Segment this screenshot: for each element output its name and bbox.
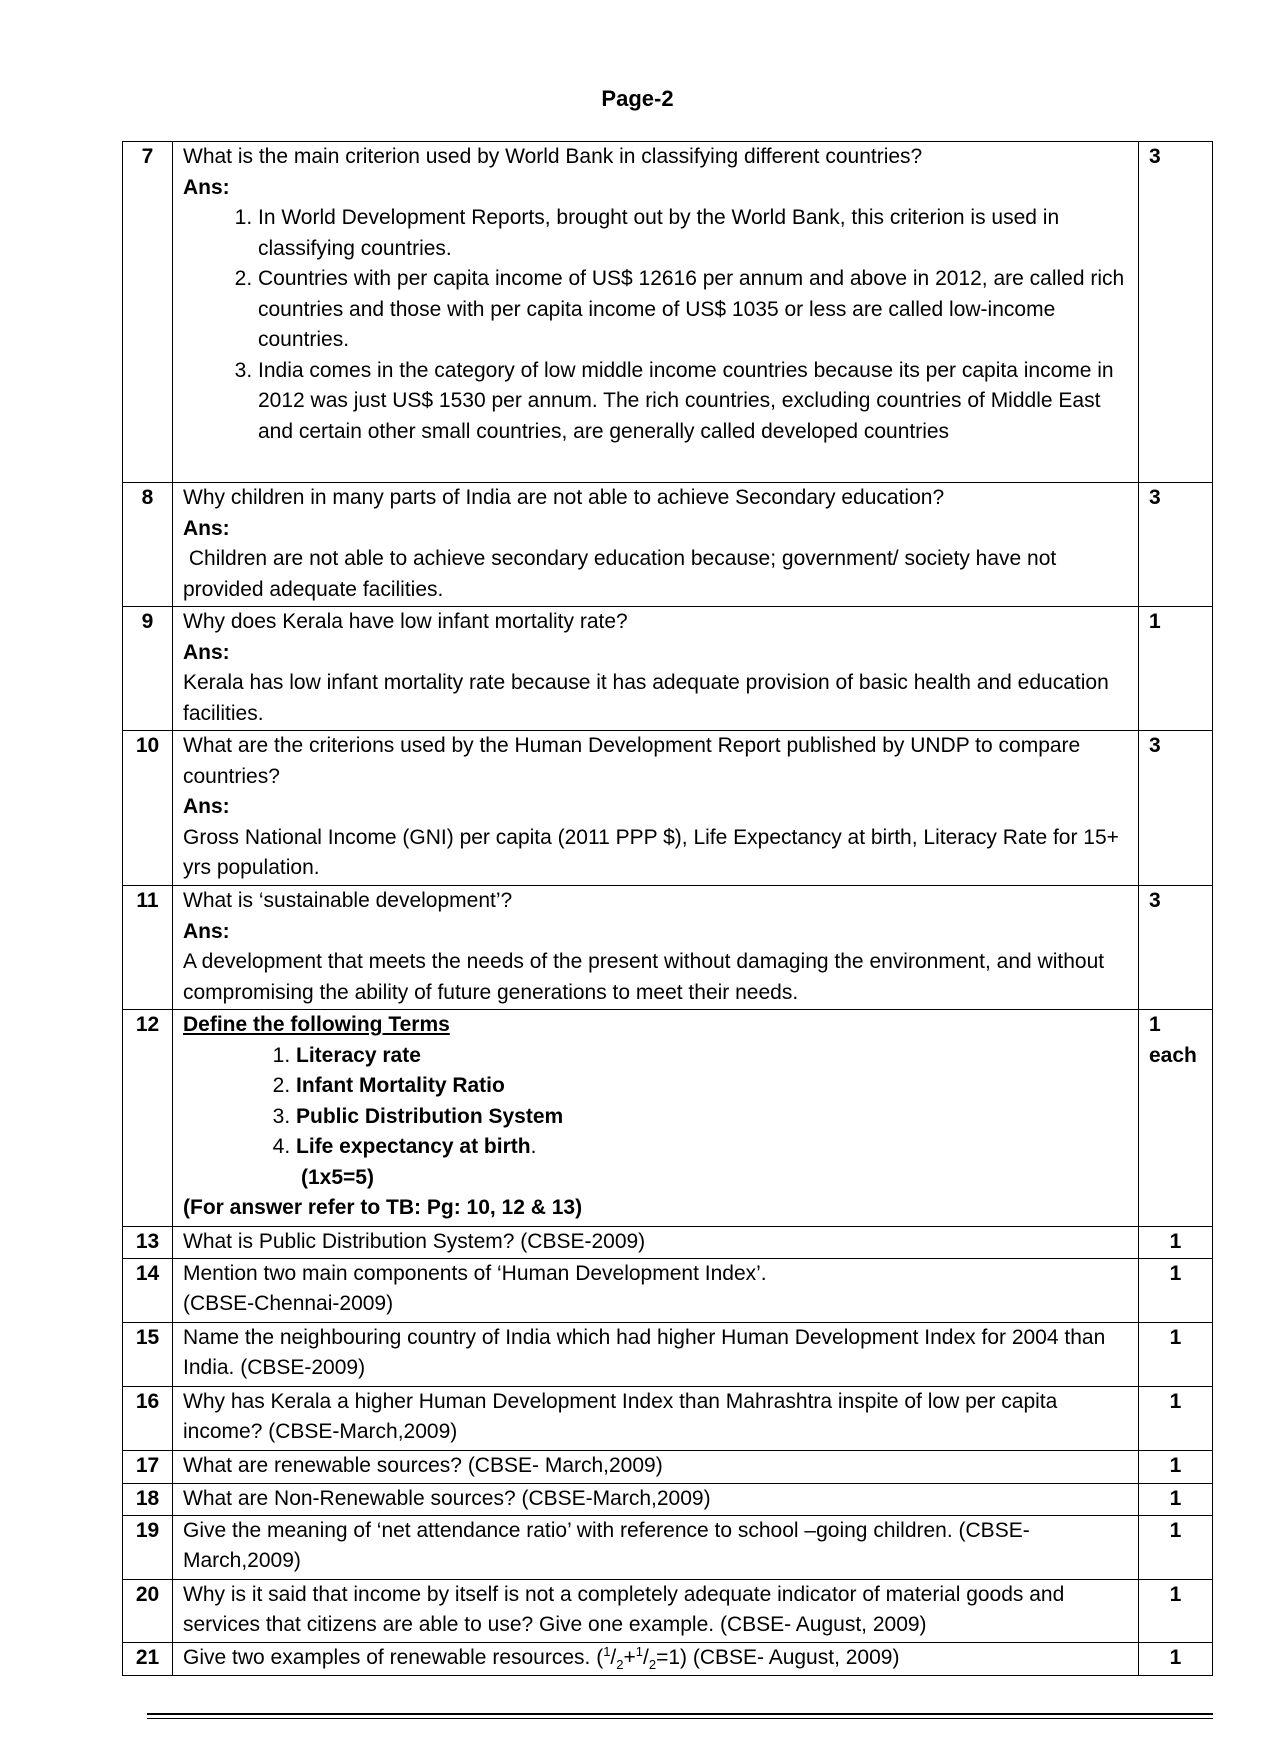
question-cell: [173, 1010, 1139, 1227]
marks-cell: 1: [1139, 1258, 1213, 1322]
question-number: 9: [123, 607, 173, 731]
question-number: 14: [123, 1258, 173, 1322]
question-text: Define the following Terms: [183, 1013, 450, 1036]
table-row: [123, 1386, 1213, 1450]
question-text: What are the criterions used by the Human Development Report published by UNDP to compare countries?: [183, 734, 1081, 788]
question-text: Give the meaning of ‘net attendance ratio’ with reference to school –going children. (CBSE-March,2009): [173, 1515, 1139, 1579]
table-row: [123, 142, 1213, 483]
question-number: 10: [123, 731, 173, 886]
fraction-numerator: 1: [603, 1643, 611, 1659]
answer-label: Ans:: [183, 795, 230, 818]
answer-label: Ans:: [183, 175, 230, 199]
table-row: [123, 1642, 1213, 1675]
question-text: Why does Kerala have low infant mortality rate?: [183, 610, 628, 633]
page-title: Page-2: [601, 86, 674, 111]
question-number: 15: [123, 1322, 173, 1386]
marks-cell: 1: [1139, 607, 1213, 731]
answer-label: Ans:: [183, 640, 230, 664]
table-row: [123, 1483, 1213, 1515]
answer-point: 2. Countries with per capita income of US$ 12616 per annum and above in 2012, are called rich countries and those with per capita income of US$ 1035 or less are called low-income countries.: [258, 264, 1128, 356]
question-number: 20: [123, 1579, 173, 1642]
term-item: [296, 1071, 1128, 1102]
marks-cell: 1: [1139, 1483, 1213, 1515]
term-text: Infant Mortality Ratio: [296, 1074, 505, 1097]
question-text: What is the main criterion used by World Bank in classifying different countries?: [183, 145, 923, 168]
reference-note: (For answer refer to TB: Pg: 10, 12 & 13): [183, 1196, 583, 1219]
question-number: 7: [123, 142, 173, 483]
fraction-slash: /: [643, 1645, 649, 1669]
question-number: 8: [123, 483, 173, 607]
question-text: Why has Kerala a higher Human Development Index than Mahrashtra inspite of low per capita income? (CBSE-March,2009): [173, 1386, 1139, 1450]
marks-unit: each: [1149, 1043, 1197, 1067]
question-number: 16: [123, 1386, 173, 1450]
fraction-plus: +: [623, 1645, 636, 1669]
term-text: Public Distribution System: [296, 1104, 564, 1128]
question-text: Why is it said that income by itself is not a completely adequate indicator of material goods and services that citizens are able to use? Give one example. (CBSE- August, 2009): [173, 1579, 1139, 1642]
table-row: [123, 1579, 1213, 1642]
question-cell: [173, 1642, 1139, 1675]
question-text: Name the neighbouring country of India which had higher Human Development Index for 2004 than India. (CBSE-2009): [173, 1322, 1139, 1386]
answer-text: Kerala has low infant mortality rate because it has adequate provision of basic health and education facilities.: [183, 671, 1109, 725]
marks-cell: 3: [1139, 886, 1213, 1010]
term-suffix: .: [530, 1135, 537, 1158]
footer-double-rule: [147, 1713, 1213, 1719]
question-number: 17: [123, 1450, 173, 1483]
marks-cell: 1: [1139, 1386, 1213, 1450]
marks-scheme: (1x5=5): [301, 1165, 374, 1189]
answer-point: 1. In World Development Reports, brought out by the World Bank, this criterion is used in classifying countries.: [258, 203, 1128, 264]
terms-list: [183, 1041, 1128, 1163]
marks-value: 1: [1149, 1013, 1161, 1036]
fraction-denominator: 2: [648, 1656, 657, 1672]
question-cell: [173, 483, 1139, 607]
marks-cell: 1: [1139, 1450, 1213, 1483]
question-text: What is ‘sustainable development’?: [183, 889, 513, 912]
answer-label: Ans:: [183, 919, 230, 943]
question-number: 11: [123, 886, 173, 1010]
question-text: Mention two main components of ‘Human Development Index’.: [183, 1261, 767, 1285]
question-number: 12: [123, 1010, 173, 1227]
question-text-end: =1) (CBSE- August, 2009): [656, 1645, 900, 1669]
table-row: [123, 1515, 1213, 1579]
answer-list: [183, 203, 1128, 447]
question-text: What are Non-Renewable sources? (CBSE-March,2009): [173, 1483, 1139, 1515]
term-item: [296, 1102, 1128, 1133]
marks-cell: 3: [1139, 483, 1213, 607]
marks-cell: 1: [1139, 1322, 1213, 1386]
table-row: [123, 731, 1213, 886]
table-row: [123, 1010, 1213, 1227]
table-row: [123, 1322, 1213, 1386]
question-cell: [173, 1258, 1139, 1322]
marks-cell: 1: [1139, 1579, 1213, 1642]
table-row: [123, 1227, 1213, 1259]
question-number: 19: [123, 1515, 173, 1579]
term-text: Literacy rate: [296, 1043, 421, 1067]
marks-cell: 1: [1139, 1515, 1213, 1579]
answer-text: Gross National Income (GNI) per capita (2011 PPP $), Life Expectancy at birth, Literacy Rate for 15+ yrs population.: [183, 825, 1119, 879]
question-number: 18: [123, 1483, 173, 1515]
question-table: [122, 141, 1213, 1676]
marks-cell: 3: [1139, 731, 1213, 886]
marks-cell: [1139, 1010, 1213, 1227]
term-item: [296, 1041, 1128, 1072]
question-text: What are renewable sources? (CBSE- March,2009): [173, 1450, 1139, 1483]
question-number: 13: [123, 1227, 173, 1259]
question-text: Why children in many parts of India are not able to achieve Secondary education?: [183, 486, 945, 509]
question-cell: [173, 607, 1139, 731]
question-text: Give two examples of renewable resources. (: [183, 1645, 604, 1669]
table-row: [123, 1258, 1213, 1322]
question-source: (CBSE-Chennai-2009): [183, 1292, 394, 1315]
table-row: [123, 607, 1213, 731]
fraction-numerator: 1: [635, 1643, 643, 1659]
question-text: What is Public Distribution System? (CBSE-2009): [173, 1227, 1139, 1259]
fraction-denominator: 2: [616, 1656, 624, 1672]
term-item: [296, 1132, 1128, 1163]
answer-text: A development that meets the needs of the present without damaging the environment, and without compromising the ability of future generations to meet their needs.: [183, 950, 1105, 1004]
answer-point: 3. India comes in the category of low middle income countries because its per capita income in 2012 was just US$ 1530 per annum. The rich countries, excluding countries of Middle East and certain other small countries, are generally called developed countries: [258, 356, 1128, 448]
fraction-slash: /: [610, 1645, 617, 1669]
question-cell: [173, 731, 1139, 886]
marks-cell: 3: [1139, 142, 1213, 483]
question-cell: [173, 142, 1139, 483]
table-row: [123, 886, 1213, 1010]
table-row: [123, 1450, 1213, 1483]
answer-label: Ans:: [183, 516, 230, 540]
term-text: Life expectancy at birth: [296, 1135, 531, 1158]
answer-text: Children are not able to achieve secondary education because; government/ society have not provided adequate facilities.: [183, 547, 1063, 601]
marks-cell: 1: [1139, 1642, 1213, 1675]
marks-cell: 1: [1139, 1227, 1213, 1259]
question-number: 21: [123, 1642, 173, 1675]
question-cell: [173, 886, 1139, 1010]
table-row: [123, 483, 1213, 607]
